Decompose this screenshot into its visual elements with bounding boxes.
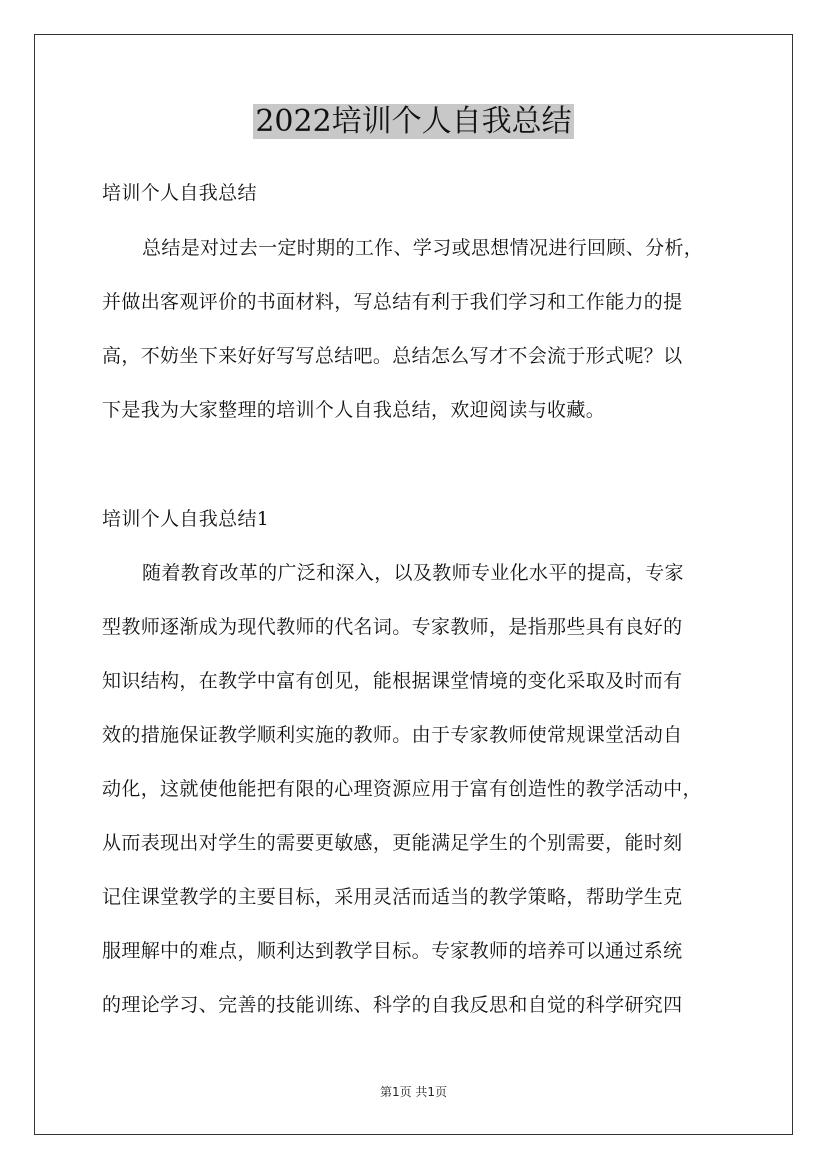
- page-footer: 第1页 共1页: [379, 1085, 448, 1099]
- document-title: [0, 100, 827, 144]
- body-line: 服理解中的难点，顺利达到教学目标。专家教师的培养可以通过系统: [102, 940, 683, 962]
- intro-line: 下是我为大家整理的培训个人自我总结，欢迎阅读与收藏。: [102, 399, 606, 421]
- body-line: 的理论学习、完善的技能训练、科学的自我反思和自觉的科学研究四: [102, 994, 683, 1016]
- document-title-text: 2022培训个人自我总结: [255, 104, 572, 139]
- intro-line: 并做出客观评价的书面材料，写总结有利于我们学习和工作能力的提: [102, 291, 683, 313]
- body-line: 从而表现出对学生的需要更敏感，更能满足学生的个别需要，能时刻: [102, 832, 683, 854]
- intro-line: 总结是对过去一定时期的工作、学习或思想情况进行回顾、分析，: [142, 237, 704, 259]
- body-line: 动化，这就使他能把有限的心理资源应用于富有创造性的教学活动中，: [102, 778, 702, 800]
- subtitle: 培训个人自我总结: [102, 182, 257, 204]
- body-line: 随着教育改革的广泛和深入，以及教师专业化水平的提高，专家: [142, 562, 684, 584]
- body-line: 知识结构，在教学中富有创见，能根据课堂情境的变化采取及时而有: [102, 670, 683, 692]
- intro-line: 高，不妨坐下来好好写写总结吧。总结怎么写才不会流于形式呢？以: [102, 345, 683, 367]
- section-heading: 培训个人自我总结1: [102, 508, 270, 530]
- body-line: 型教师逐渐成为现代教师的代名词。专家教师，是指那些具有良好的: [102, 616, 683, 638]
- body-line: 效的措施保证教学顺利实施的教师。由于专家教师使常规课堂活动自: [102, 724, 683, 746]
- body-line: 记住课堂教学的主要目标，采用灵活而适当的教学策略，帮助学生克: [102, 886, 683, 908]
